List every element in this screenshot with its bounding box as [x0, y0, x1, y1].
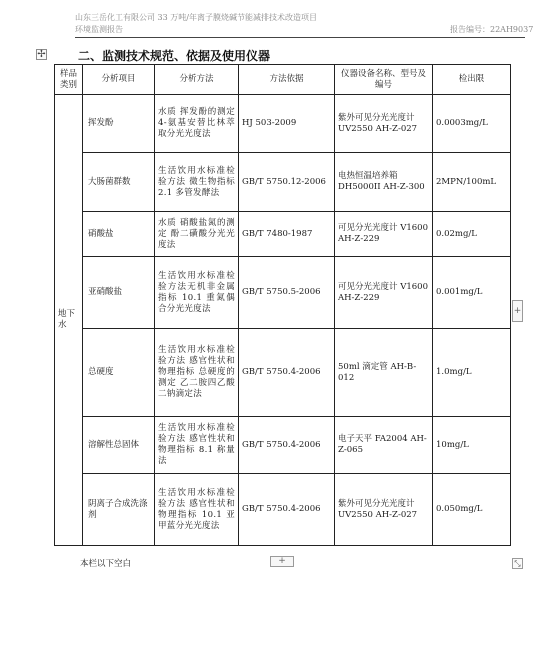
table-resize-handle-icon[interactable]: ⤡ [512, 558, 523, 569]
category-cell: 地下水 [55, 95, 83, 546]
analysis-method: 生活饮用水标准检验方法无机非金属指标 10.1 重氮偶合分光光度法 [155, 257, 239, 329]
analysis-method: 水质 硝酸盐氮的测定 酚二磺酸分光光度法 [155, 212, 239, 257]
equipment: 可见分光光度计 V1600 AH-Z-229 [335, 212, 433, 257]
method-basis: GB/T 5750.4-2006 [239, 474, 335, 546]
header-category: 样品类别 [55, 65, 83, 95]
detection-limit: 10mg/L [433, 417, 511, 474]
table-row [55, 417, 511, 474]
section-title: 二、监测技术规范、依据及使用仪器 [78, 49, 271, 63]
analysis-method: 生活饮用水标准检验方法 感官性状和物理指标 总硬度的测定 乙二胺四乙酸二钠滴定法 [155, 329, 239, 417]
add-column-button[interactable]: + [512, 300, 523, 322]
analysis-item: 阴离子合成洗涤剂 [83, 474, 155, 546]
analysis-item: 总硬度 [83, 329, 155, 417]
detection-limit: 0.02mg/L [433, 212, 511, 257]
report-number: 报告编号：22AH9037 [450, 25, 534, 34]
table-row [55, 95, 511, 153]
header-equipment: 仪器设备名称、型号及编号 [335, 65, 433, 95]
table-row [55, 153, 511, 212]
table-row [55, 257, 511, 329]
analysis-method: 生活饮用水标准检验方法 感官性状和物理指标 10.1 亚甲蓝分光光度法 [155, 474, 239, 546]
table-row [55, 474, 511, 546]
table-row [55, 212, 511, 257]
table-row [55, 329, 511, 417]
method-basis: GB/T 5750.4-2006 [239, 417, 335, 474]
header-item: 分析项目 [83, 65, 155, 95]
header-divider [75, 37, 525, 38]
analysis-item: 亚硝酸盐 [83, 257, 155, 329]
analysis-item: 大肠菌群数 [83, 153, 155, 212]
detection-limit: 1.0mg/L [433, 329, 511, 417]
analysis-method: 生活饮用水标准检验方法 感官性状和物理指标 8.1 称量法 [155, 417, 239, 474]
header-basis: 方法依据 [239, 65, 335, 95]
analysis-item: 溶解性总固体 [83, 417, 155, 474]
detection-limit: 0.050mg/L [433, 474, 511, 546]
detection-limit: 0.001mg/L [433, 257, 511, 329]
equipment: 电热恒温培养箱 DH5000II AH-Z-300 [335, 153, 433, 212]
method-basis: GB/T 7480-1987 [239, 212, 335, 257]
method-basis: HJ 503-2009 [239, 95, 335, 153]
table-move-handle-icon[interactable]: ✢ [37, 49, 46, 60]
analysis-item: 硝酸盐 [83, 212, 155, 257]
equipment: 紫外可见分光光度计 UV2550 AH-Z-027 [335, 474, 433, 546]
analysis-method: 水质 挥发酚的测定 4-氨基安替比林萃取分光光度法 [155, 95, 239, 153]
analysis-method: 生活饮用水标准检验方法 微生物指标 2.1 多管发酵法 [155, 153, 239, 212]
detection-limit: 2MPN/100mL [433, 153, 511, 212]
header-method: 分析方法 [155, 65, 239, 95]
method-basis: GB/T 5750.12-2006 [239, 153, 335, 212]
blank-below-note: 本栏以下空白 [80, 559, 132, 569]
add-row-button[interactable]: + [270, 556, 294, 567]
method-basis: GB/T 5750.5-2006 [239, 257, 335, 329]
equipment: 50ml 滴定管 AH-B-012 [335, 329, 433, 417]
method-basis: GB/T 5750.4-2006 [239, 329, 335, 417]
equipment: 电子天平 FA2004 AH-Z-065 [335, 417, 433, 474]
report-header-type: 环境监测报告 [75, 25, 123, 34]
detection-limit: 0.0003mg/L [433, 95, 511, 153]
monitoring-spec-table [54, 64, 511, 546]
table-header-row [55, 65, 511, 95]
equipment: 紫外可见分光光度计 UV2550 AH-Z-027 [335, 95, 433, 153]
analysis-item: 挥发酚 [83, 95, 155, 153]
header-limit: 检出限 [433, 65, 511, 95]
report-header-company: 山东三岳化工有限公司 33 万吨/年离子膜烧碱节能减排技术改造项目 [75, 13, 317, 22]
equipment: 可见分光光度计 V1600 AH-Z-229 [335, 257, 433, 329]
